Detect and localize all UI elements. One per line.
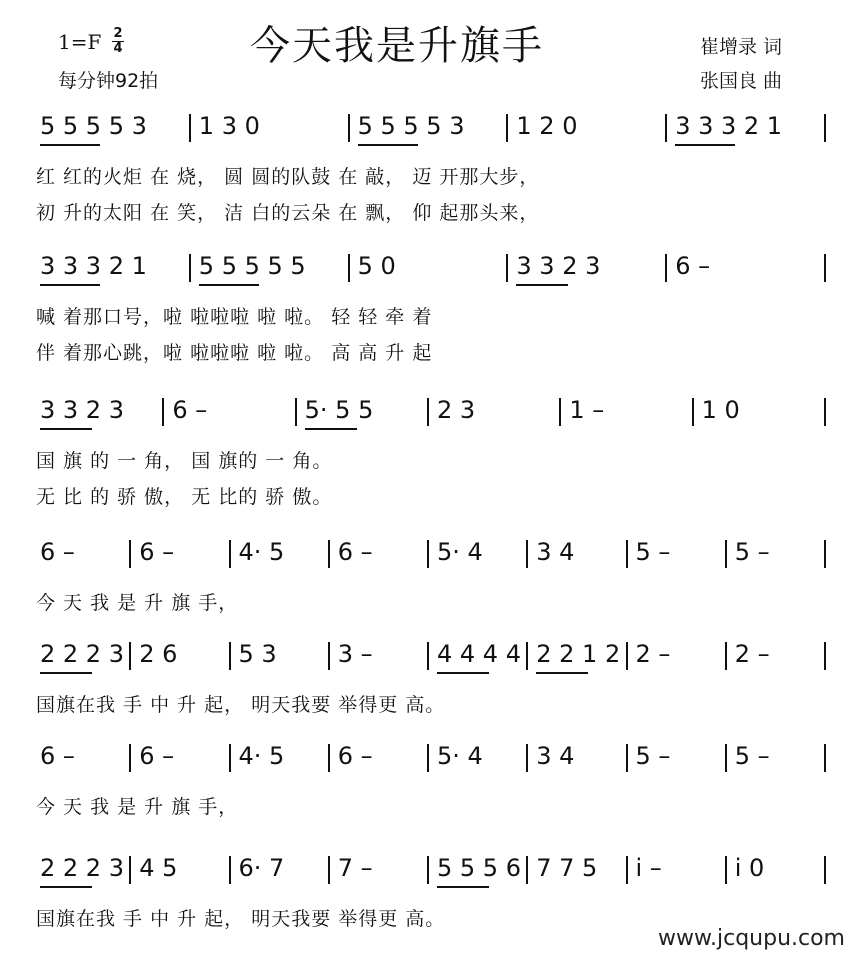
measure-notes: 2 6 xyxy=(139,640,178,668)
barline xyxy=(129,642,131,670)
barline xyxy=(725,744,727,772)
barline xyxy=(626,856,628,884)
beam-line xyxy=(40,886,92,888)
measure-notes: 7 – xyxy=(337,854,373,882)
lyrics-verse-1: 今 天 我 是 升 旗 手， xyxy=(36,592,239,614)
barline xyxy=(506,254,508,282)
website-watermark: www.jcqupu.com xyxy=(658,926,845,951)
measure-notes: 6 – xyxy=(40,538,75,566)
measure-notes: 3 3 3 2 1 xyxy=(40,252,147,280)
measure-notes: 5 5 5 5 3 xyxy=(40,112,147,140)
barline xyxy=(824,254,826,282)
barline xyxy=(665,114,667,142)
measure-notes: 1 2 0 xyxy=(516,112,578,140)
barline xyxy=(162,398,164,426)
measure-notes: 5 – xyxy=(635,538,671,566)
measure-notes: 5 5 5 5 3 xyxy=(357,112,465,140)
barline xyxy=(427,398,429,426)
barline xyxy=(328,540,330,568)
barline xyxy=(725,856,727,884)
measure-notes: 3 4 xyxy=(536,742,575,770)
measure-notes: 2 3 xyxy=(437,396,476,424)
beam-line xyxy=(40,144,100,146)
measure-notes: 3 3 3 2 1 xyxy=(675,112,783,140)
beam-line xyxy=(437,886,489,888)
barline xyxy=(824,642,826,670)
barline xyxy=(725,540,727,568)
barline xyxy=(229,540,231,568)
measure-notes: i 0 xyxy=(734,854,765,882)
lyrics-verse-1: 国旗在我 手 中 升 起， 明天我要 举得更 高。 xyxy=(36,694,446,716)
barline xyxy=(824,398,826,426)
beam-line xyxy=(305,428,357,430)
barline xyxy=(526,540,528,568)
measure-notes: 1 3 0 xyxy=(198,112,260,140)
lyrics-verse-2: 伴 着那心跳，啦 啦啦啦 啦 啦。 高 高 升 起 xyxy=(36,342,433,364)
barline xyxy=(824,114,826,142)
barline xyxy=(129,856,131,884)
barline xyxy=(692,398,694,426)
barline xyxy=(526,744,528,772)
barline xyxy=(526,856,528,884)
barline xyxy=(348,254,350,282)
time-signature-top: 2 xyxy=(113,26,123,41)
measure-notes: 4· 5 xyxy=(238,538,285,566)
lyrics-verse-1: 国旗在我 手 中 升 起， 明天我要 举得更 高。 xyxy=(36,908,446,930)
barline xyxy=(665,254,667,282)
barline xyxy=(526,642,528,670)
measure-notes: 5· 5 5 xyxy=(304,396,374,424)
lyrics-verse-1: 喊 着那口号，啦 啦啦啦 啦 啦。 轻 轻 牵 着 xyxy=(36,306,433,328)
measure-notes: 5· 4 xyxy=(437,742,483,770)
measure-notes: 4 5 xyxy=(139,854,178,882)
measure-notes: 4 4 4 4 xyxy=(437,640,521,668)
barline xyxy=(427,642,429,670)
song-title: 今天我是升旗手 xyxy=(250,23,544,69)
beam-line xyxy=(40,284,100,286)
barline xyxy=(559,398,561,426)
barline xyxy=(328,744,330,772)
measure-notes: 1 0 xyxy=(701,396,740,424)
barline xyxy=(189,114,191,142)
barline xyxy=(129,744,131,772)
time-signature xyxy=(112,28,124,55)
measure-notes: 6 – xyxy=(337,538,373,566)
measure-notes: 2 – xyxy=(734,640,770,668)
measure-notes: 6 – xyxy=(40,742,75,770)
measure-notes: 6 – xyxy=(172,396,208,424)
barline xyxy=(229,856,231,884)
beam-line xyxy=(40,428,92,430)
barline xyxy=(295,398,297,426)
measure-notes: 2 – xyxy=(635,640,671,668)
beam-line xyxy=(358,144,418,146)
barline xyxy=(229,744,231,772)
beam-line xyxy=(675,144,735,146)
tempo-marking: 每分钟92拍 xyxy=(58,70,159,92)
beam-line xyxy=(199,284,259,286)
barline xyxy=(229,642,231,670)
barline xyxy=(189,254,191,282)
measure-notes: 3 4 xyxy=(536,538,575,566)
measure-notes: 3 3 2 3 xyxy=(516,252,601,280)
barline xyxy=(824,744,826,772)
measure-notes: 6 – xyxy=(675,252,711,280)
measure-notes: 4· 5 xyxy=(238,742,285,770)
measure-notes: 5· 4 xyxy=(437,538,483,566)
beam-line xyxy=(437,672,489,674)
barline xyxy=(129,540,131,568)
beam-line xyxy=(516,284,568,286)
measure-notes: 6· 7 xyxy=(238,854,285,882)
barline xyxy=(427,540,429,568)
barline xyxy=(427,744,429,772)
measure-notes: 5 – xyxy=(734,538,770,566)
lyrics-verse-2: 初 升的太阳 在 笑， 洁 白的云朵 在 飘， 仰 起那头来， xyxy=(36,202,540,224)
barline xyxy=(824,856,826,884)
measure-notes: 2 2 2 3 xyxy=(40,640,124,668)
lyrics-verse-1: 今 天 我 是 升 旗 手， xyxy=(36,796,239,818)
measure-notes: 5 3 xyxy=(238,640,277,668)
measure-notes: 5 – xyxy=(734,742,770,770)
measure-notes: 2 2 2 3 xyxy=(40,854,124,882)
measure-notes: 6 – xyxy=(139,742,175,770)
barline xyxy=(626,540,628,568)
measure-notes: 5 0 xyxy=(357,252,396,280)
beam-line xyxy=(536,672,588,674)
beam-line xyxy=(40,672,92,674)
measure-notes: 5 5 5 5 5 xyxy=(198,252,306,280)
lyrics-verse-1: 红 红的火炬 在 烧， 圆 圆的队鼓 在 敲， 迈 开那大步， xyxy=(36,166,540,188)
barline xyxy=(626,642,628,670)
lyrics-verse-1: 国 旗 的 一 角， 国 旗的 一 角。 xyxy=(36,450,333,472)
lyrics-verse-2: 无 比 的 骄 傲， 无 比的 骄 傲。 xyxy=(36,486,333,508)
time-signature-bottom: 4 xyxy=(113,41,123,56)
measure-notes: 1 – xyxy=(569,396,605,424)
measure-notes: i – xyxy=(635,854,662,882)
barline xyxy=(725,642,727,670)
measure-notes: 5 – xyxy=(635,742,671,770)
barline xyxy=(328,642,330,670)
measure-notes: 6 – xyxy=(139,538,175,566)
measure-notes: 5 5 5 6 xyxy=(437,854,521,882)
barline xyxy=(328,856,330,884)
barline xyxy=(824,540,826,568)
measure-notes: 7 7 5 xyxy=(536,854,598,882)
measure-notes: 3 – xyxy=(337,640,373,668)
barline xyxy=(506,114,508,142)
lyricist-credit: 崔增录 词 xyxy=(700,36,783,58)
barline xyxy=(427,856,429,884)
barline xyxy=(626,744,628,772)
measure-notes: 6 – xyxy=(337,742,373,770)
barline xyxy=(348,114,350,142)
measure-notes: 2 2 1 2 xyxy=(536,640,621,668)
composer-credit: 张国良 曲 xyxy=(700,70,783,92)
measure-notes: 3 3 2 3 xyxy=(40,396,124,424)
key-signature: 1=F xyxy=(58,30,102,54)
